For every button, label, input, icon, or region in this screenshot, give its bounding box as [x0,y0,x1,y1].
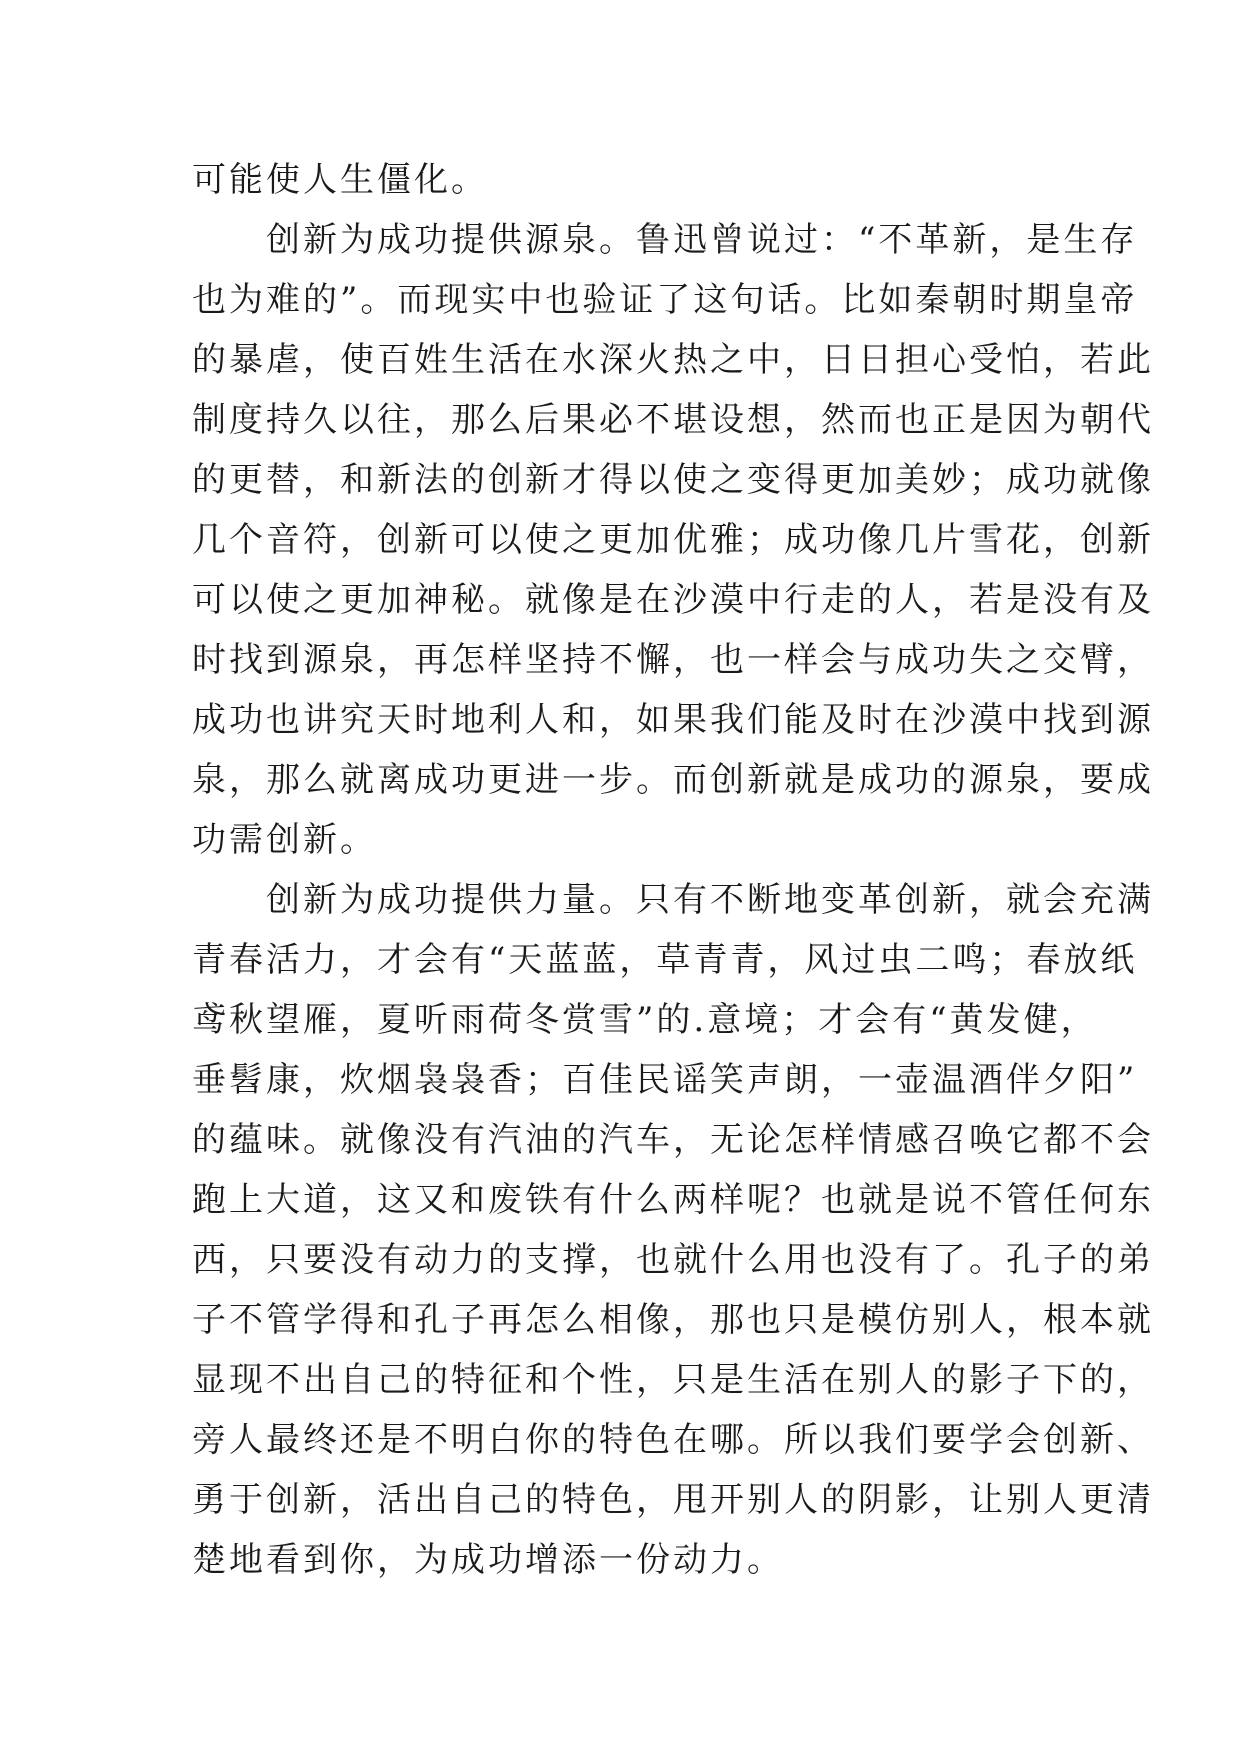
text-line: 也为难的”。而现实中也验证了这句话。比如秦朝时期皇帝 [192,280,1138,320]
text-line: 楚地看到你，为成功增添一份动力。 [192,1540,784,1580]
text-line: 可以使之更加神秘。就像是在沙漠中行走的人，若是没有及 [192,580,1154,620]
text-line: 跑上大道，这又和废铁有什么两样呢？也就是说不管任何东 [192,1180,1154,1220]
text-line: 勇于创新，活出自己的特色，甩开别人的阴影，让别人更清 [192,1480,1154,1520]
text-line: 显现不出自己的特征和个性，只是生活在别人的影子下的， [192,1360,1154,1400]
text-line: 创新为成功提供源泉。鲁迅曾说过：“不革新，是生存 [192,220,1138,260]
text-line: 创新为成功提供力量。只有不断地变革创新，就会充满 [192,880,1154,920]
text-line: 垂髫康，炊烟袅袅香；百佳民谣笑声朗，一壶温酒伴夕阳” [192,1060,1138,1100]
text-line: 可能使人生僵化。 [192,160,488,200]
text-line: 的蕴味。就像没有汽油的汽车，无论怎样情感召唤它都不会 [192,1120,1154,1160]
text-line: 几个音符，创新可以使之更加优雅；成功像几片雪花，创新 [192,520,1154,560]
text-line: 的暴虐，使百姓生活在水深火热之中，日日担心受怕，若此 [192,340,1154,380]
body-text [192,150,1154,1590]
text-line: 旁人最终还是不明白你的特色在哪。所以我们要学会创新、 [192,1420,1154,1460]
text-line: 鸢秋望雁，夏听雨荷冬赏雪”的.意境；才会有“黄发健， [192,1000,1098,1040]
text-line: 成功也讲究天时地利人和，如果我们能及时在沙漠中找到源 [192,700,1154,740]
text-line: 青春活力，才会有“天蓝蓝，草青青，风过虫二鸣；春放纸 [192,940,1138,980]
text-line: 制度持久以往，那么后果必不堪设想，然而也正是因为朝代 [192,400,1154,440]
text-line: 的更替，和新法的创新才得以使之变得更加美妙；成功就像 [192,460,1154,500]
text-line: 泉，那么就离成功更进一步。而创新就是成功的源泉，要成 [192,760,1154,800]
text-line: 功需创新。 [192,820,377,860]
text-line: 西，只要没有动力的支撑，也就什么用也没有了。孔子的弟 [192,1240,1154,1280]
text-line: 时找到源泉，再怎样坚持不懈，也一样会与成功失之交臂， [192,640,1154,680]
text-line: 子不管学得和孔子再怎么相像，那也只是模仿别人，根本就 [192,1300,1154,1340]
